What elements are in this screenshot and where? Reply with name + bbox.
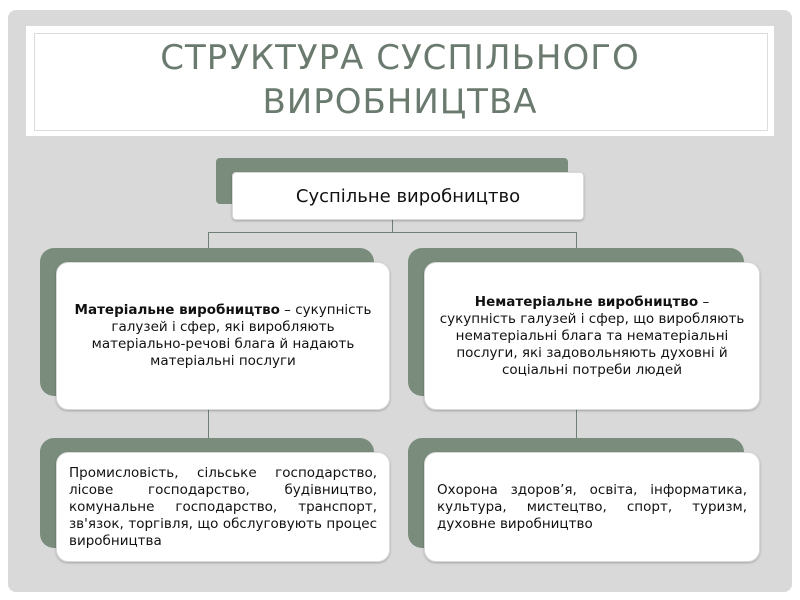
material-production-text	[69, 302, 377, 370]
connector-root-down	[392, 218, 393, 232]
nonmaterial-production-box	[424, 262, 760, 410]
slide-title	[26, 36, 774, 124]
connector-right-mid-bottom	[576, 410, 577, 438]
nonmaterial-production-text	[437, 294, 747, 379]
title-line-1: СТРУКТУРА СУСПІЛЬНОГО	[160, 38, 640, 78]
nonmaterial-production-definition: – сукупність галузей і сфер, що виробляють нематеріальні блага та нематеріальні послуги, які задовольняють духовні й соціальні потреби людей	[439, 293, 745, 378]
nonmaterial-production-term: Нематеріальне виробництво	[474, 293, 699, 310]
root-node	[232, 172, 584, 220]
title-line-2: ВИРОБНИЦТВА	[262, 82, 538, 122]
nonmaterial-examples-text: Охорона здоров’я, освіта, інформатика, культура, мистецтво, спорт, туризм, духовне виробництво	[437, 481, 747, 532]
material-production-definition: – сукупність галузей і сфер, які виробляють матеріально-речові блага й надають матеріальні послуги	[91, 302, 372, 369]
nonmaterial-examples-box	[424, 452, 760, 562]
connector-right-down	[576, 232, 577, 248]
material-production-term: Матеріальне виробництво	[74, 302, 280, 318]
connector-left-mid-bottom	[208, 410, 209, 438]
connector-left-down	[208, 232, 209, 248]
connector-horizontal	[208, 232, 576, 233]
material-examples-text: Промисловість, сільське господарство, лісове господарство, будівництво, комунальне господарство, транспорт, зв'язок, торгівля, що обслуговують процес виробництва	[69, 464, 377, 549]
material-examples-box	[56, 452, 390, 562]
root-node-label: Суспільне виробництво	[295, 185, 521, 207]
material-production-box	[56, 262, 390, 410]
